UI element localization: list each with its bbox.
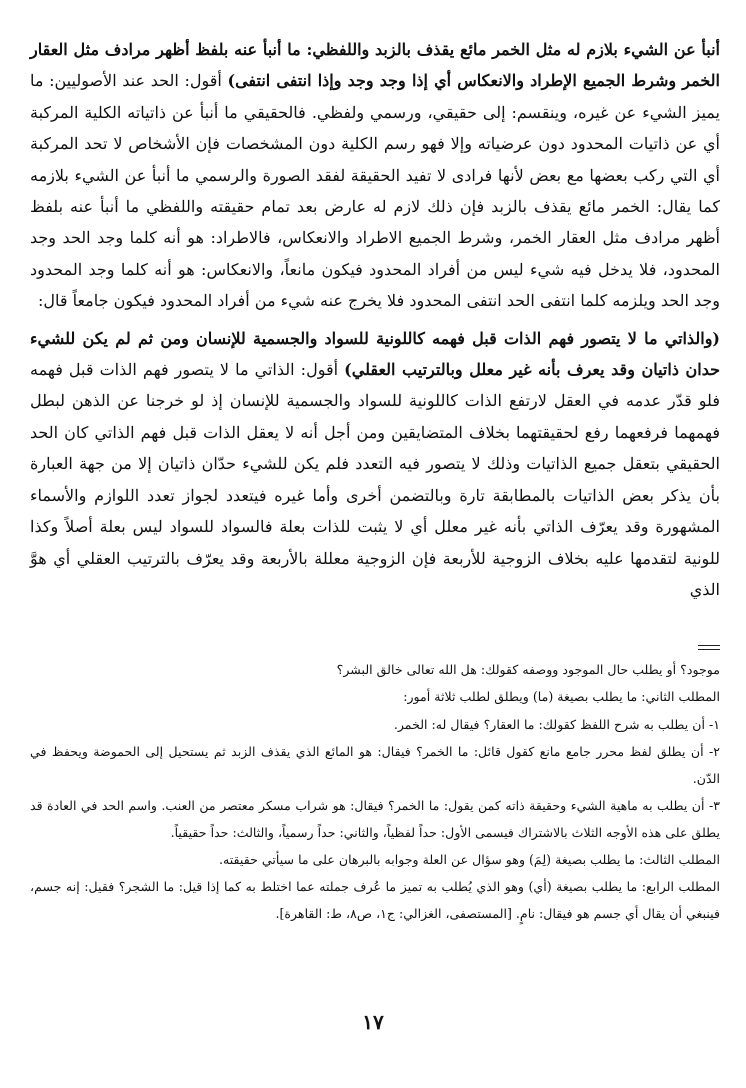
matn-quote: (والذاتي ما لا يتصور فهم الذات قبل فهمه كاللونية للسواد والجسمية للإنسان ومن ثم لم يكن للشيء حدان ذاتيان وقد يعرف بأنه غير معلل وبالترتيب العقلي): [30, 328, 721, 380]
footnote-line: موجود؟ أو يطلب حال الموجود ووصفه كقولك: هل الله تعالى خالق البشر؟: [336, 662, 720, 678]
footnote-line: المطلب الثاني: ما يطلب بصيغة (ما) ويطلق لطلب ثلاثة أمور:: [403, 689, 720, 705]
matn-quote: أنبأ عن الشيء بلازم له مثل الخمر مائع يقذف بالزبد واللفظي: ما أنبأ عنه بلفظ أظهر مرادف مثل العقار الخمر وشرط الجميع الإطراد والانعكاس أي إذا وجد وجد وإذا انتفى انتفى): [30, 40, 720, 91]
footnote-line: ٢- أن يطلق لفظ محرر جامع مانع كقول قائل: ما الخمر؟ فيقال: هو المائع الذي يقذف الزبد ثم يستحيل إلى الحموضة ويحفظ في الدّن.: [30, 743, 720, 786]
page-number: ١٧: [362, 1010, 384, 1034]
footnote-line: ١- أن يطلب به شرح اللفظ كقولك: ما العقار؟ فيقال له: الخمر.: [393, 716, 720, 732]
footnotes: [30, 656, 720, 927]
commentary-text: أقول: الحد عند الأصوليين: ما يميز الشيء عن غيره، وينقسم: إلى حقيقي، ورسمي ولفظي. فالحقيقي ما أنبأ عن ذاتياته الكلية المركبة أي عن ذاتيات المحدود دون عرضياته وإلا فهو رسم الكلية دون المشخصات فإن الأشخاص لا تحد المركبة أي التي ركب بعضها مع بعض لأنها فرادى لا تفيد الحقيقة لفقد الصورة والرسمي ما أنبأ عن الشيء بلازمه كما يقال: الخمر مائع يقذف بالزبد فإن ذلك لازم له عارض بعد تمام حقيقته واللفظي ما أنبأ عنه بلفظ أظهر مرادف مثل العقار الخمر، وشرط الجميع الاطراد والانعكاس، فالاطراد: هو أنه كلما وجد الحد وجد المحدود، فلا يدخل فيه شيء ليس من أفراد المحدود فيكون مانعاً، والانعكاس: هو أنه كلما وجد المحدود وجد الحد ويلزمه كلما انتفى الحد انتفى المحدود فلا يخرج عنه شيء من أفراد المحدود فيكون جامعاً قال:: [30, 71, 721, 311]
commentary-text: أقول: الذاتي ما لا يتصور فهم الذات قبل فهمه فلو قدّر عدمه في العقل لارتفع الذات كاللونية للسواد والجسمية للإنسان إذ لو خرجنا عن الذهن لبطل فهمهما فرفعهما رفع لحقيقتهما بخلاف المتضايقين ومن أجل أنه لا يعقل الذات قبل فهم الذاتي كان الحد الحقيقي بتعقل جميع الذاتيات وذلك لا يتصور فيه التعدد فلم يكن للشيء حدّان ذاتيان إلا من جهة العبارة بأن يذكر بعض الذاتيات بالمطابقة تارة وبالتضمن أخرى وأما غيره فيتعدد لجواز تعدد اللوازم والأسماء المشهورة وقد يعرّف الذاتي بأنه غير معلل أي لا يثبت للذات بعلة فالسواد للسواد ليس بعلة أصلاً وكذا للونية لتقدمها عليه بخلاف الزوجية للأربعة فإن الزوجية معللة بالأربعة وقد يعرّف بالترتيب العقلي أي هوَّ الذي: [30, 360, 720, 599]
main-text: [30, 34, 720, 605]
footnote-line: المطلب الرابع: ما يطلب بصيغة (أي) وهو الذي يُطلب به تميز ما عُرف جملته عما اختلط به كما إذا قيل: ما الشجر؟ فقيل: إنه جسم، فينبغي أن يقال أي جسم هو فيقال: نامٍ. [المستصفى، الغزالي: ج١، ص٨، ط: القاهرة].: [30, 879, 720, 922]
footnote-continuation-mark: [698, 645, 720, 650]
paragraph: [30, 34, 720, 317]
footnote-line: ٣- أن يطلب به ماهية الشيء وحقيقة ذاته كمن يقول: ما الخمر؟ فيقال: هو شراب مسكر معتصر من العنب. واسم الحد في العادة قد يطلق على هذه الأوجه الثلاث بالاشتراك فيسمى الأول: حداً لفظياً، والثاني: حداً رسمياً، والثالث: حداً حقيقياً.: [30, 797, 720, 840]
footnote-line: المطلب الثالث: ما يطلب بصيغة (لِمَ) وهو سؤال عن العلة وجوابه بالبرهان على ما سيأتي حقيقته.: [219, 851, 720, 867]
paragraph: [30, 323, 720, 606]
